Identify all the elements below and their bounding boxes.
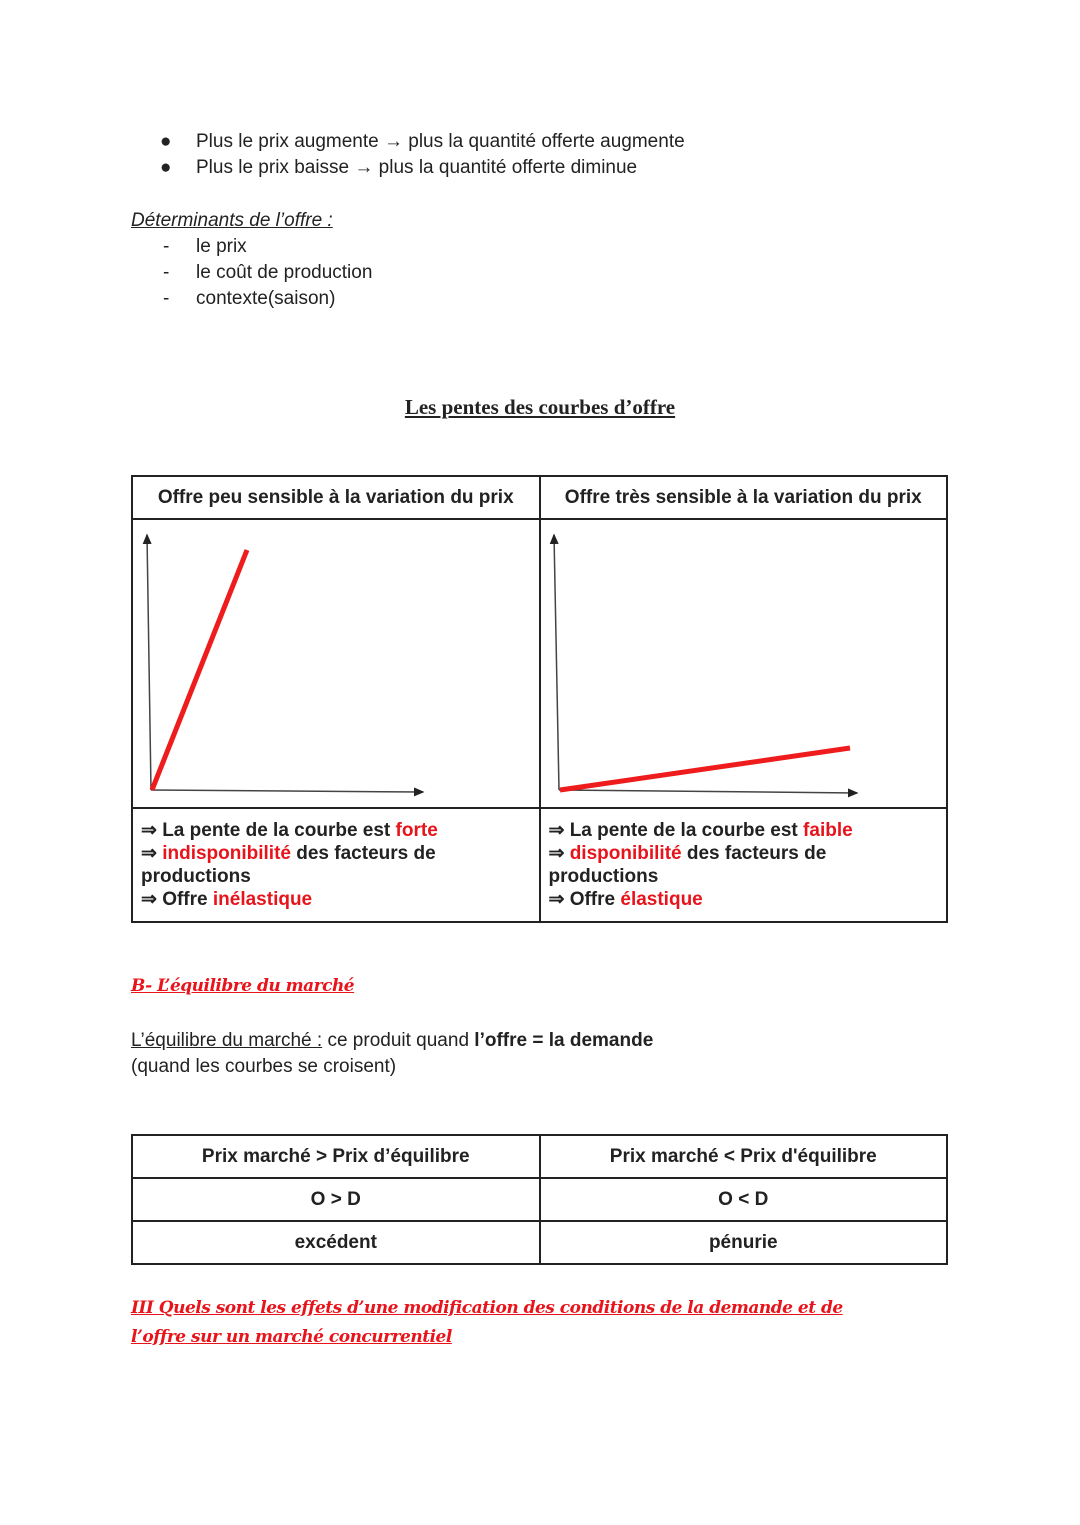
elastic-graph-cell	[540, 519, 948, 808]
x-axis	[151, 790, 423, 792]
determinants-heading: Déterminants de l’offre :	[131, 210, 333, 231]
inelastic-supply-graph	[133, 520, 539, 807]
table-cell: Prix marché > Prix d’équilibre	[132, 1135, 540, 1178]
table-cell: O < D	[540, 1178, 948, 1221]
table-row	[132, 1178, 947, 1221]
text: ⇒	[548, 843, 570, 864]
list-text: le coût de production	[196, 262, 373, 283]
y-axis	[554, 535, 559, 790]
description-line	[141, 819, 531, 842]
equilibrium-table	[131, 1134, 948, 1265]
highlight: disponibilité	[569, 843, 682, 864]
dash-marker: -	[163, 262, 170, 283]
text: ⇒ Offre	[141, 889, 213, 910]
table-cell: Prix marché < Prix d'équilibre	[540, 1135, 948, 1178]
table-header-row	[132, 476, 947, 519]
text: des facteurs de productions	[548, 843, 827, 887]
dash-marker: -	[163, 288, 170, 309]
table-row	[132, 1221, 947, 1264]
description-line	[549, 842, 939, 888]
table-cell: pénurie	[540, 1221, 948, 1264]
table-row	[132, 1135, 947, 1178]
dash-marker: -	[163, 236, 170, 257]
table-cell: excédent	[132, 1221, 540, 1264]
list-item	[163, 288, 335, 310]
equilibrium-definition	[131, 1030, 653, 1052]
description-line	[549, 819, 939, 842]
y-axis	[147, 535, 151, 790]
highlight: indisponibilité	[162, 843, 291, 864]
text: ⇒ La pente de la courbe est	[548, 820, 804, 841]
text: ⇒	[141, 843, 163, 864]
description-line	[549, 888, 939, 911]
highlight: faible	[803, 820, 853, 841]
bullet-text: Plus le prix baisse → plus la quantité offerte diminue	[196, 157, 638, 178]
list-item	[163, 262, 372, 284]
slopes-table	[131, 475, 948, 923]
graph-row	[132, 519, 947, 808]
header-cell: Offre très sensible à la variation du prix	[540, 476, 948, 519]
text: ce produit quand	[322, 1030, 475, 1051]
section-title: Les pentes des courbes d’offre	[404, 395, 676, 419]
list-text: le prix	[196, 236, 247, 257]
table-cell: O > D	[132, 1178, 540, 1221]
section-b-heading: B- L’équilibre du marché	[131, 976, 355, 996]
bullet-marker: ●	[160, 157, 172, 178]
inelastic-graph-cell	[132, 519, 540, 808]
highlight: inélastique	[212, 889, 313, 910]
bold-text: l’offre = la demande	[474, 1030, 654, 1051]
section-iii-heading: III Quels sont les effets d’une modification des conditions de la demande et de l’offre sur un marché concurrentiel	[131, 1298, 843, 1347]
description-line	[141, 888, 531, 911]
list-item	[163, 236, 247, 258]
supply-curve	[152, 550, 247, 790]
bullet-marker: ●	[160, 131, 172, 152]
elastic-description	[540, 808, 948, 922]
description-row	[132, 808, 947, 922]
header-cell: Offre peu sensible à la variation du prix	[132, 476, 540, 519]
equilibrium-note: (quand les courbes se croisent)	[131, 1056, 397, 1077]
highlight: élastique	[620, 889, 703, 910]
bullet-item	[160, 131, 685, 153]
text: ⇒ Offre	[548, 889, 621, 910]
term: L’équilibre du marché :	[131, 1030, 323, 1051]
supply-curve	[560, 748, 850, 790]
text: ⇒ La pente de la courbe est	[141, 820, 396, 841]
inelastic-description	[132, 808, 540, 922]
bullet-text: Plus le prix augmente → plus la quantité offerte augmente	[196, 131, 685, 152]
list-text: contexte(saison)	[196, 288, 336, 309]
bullet-item	[160, 157, 637, 179]
text: des facteurs de productions	[141, 843, 436, 887]
elastic-supply-graph	[541, 520, 947, 807]
x-axis	[559, 790, 857, 793]
description-line	[141, 842, 531, 888]
highlight: forte	[395, 820, 438, 841]
